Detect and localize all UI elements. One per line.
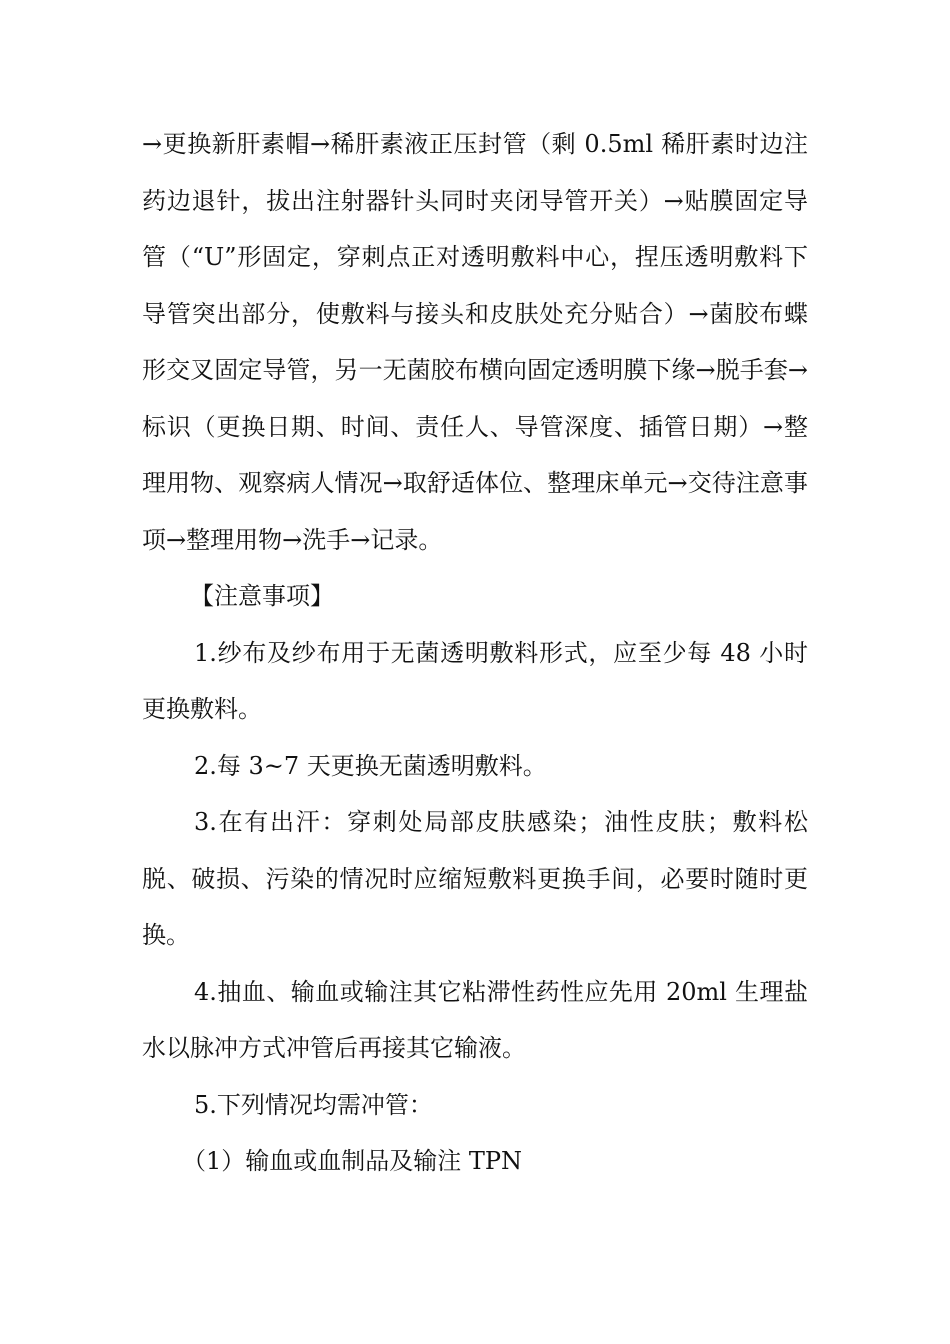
continuation-paragraph: →更换新肝素帽→稀肝素液正压封管（剩 0.5ml 稀肝素时边注药边退针，拔出注射器针头同时夹闭导管开关）→贴膜固定导管（“U”形固定，穿刺点正对透明敷料中心，捏压透明敷料下导管突出部分，使敷料与接头和皮肤处充分贴合）→菌胶布蝶形交叉固定导管，另一无菌胶布横向固定透明膜下缘→脱手套→标识（更换日期、时间、责任人、导管深度、插管日期）→整理用物、观察病人情况→取舒适体位、整理床单元→交待注意事项→整理用物→洗手→记录。 — [142, 130, 808, 554]
note-item-1: 1.纱布及纱布用于无菌透明敷料形式，应至少每 48 小时更换敷料。 — [142, 638, 808, 723]
note-item-2: 2.每 3~7 天更换无菌透明敷料。 — [194, 751, 547, 780]
section-heading: 【注意事项】 — [190, 582, 334, 610]
note-item-4: 4.抽血、输血或输注其它粘滞性药性应先用 20ml 生理盐水以脉冲方式冲管后再接其它输液。 — [142, 977, 808, 1062]
note-subitem-1: （1）输血或血制品及输注 TPN — [182, 1147, 523, 1175]
note-item-3: 3.在有出汗：穿刺处局部皮肤感染；油性皮肤；敷料松脱、破损、污染的情况时应缩短敷料更换手间，必要时随时更换。 — [142, 808, 808, 949]
note-item-5: 5.下列情况均需冲管： — [194, 1090, 433, 1119]
